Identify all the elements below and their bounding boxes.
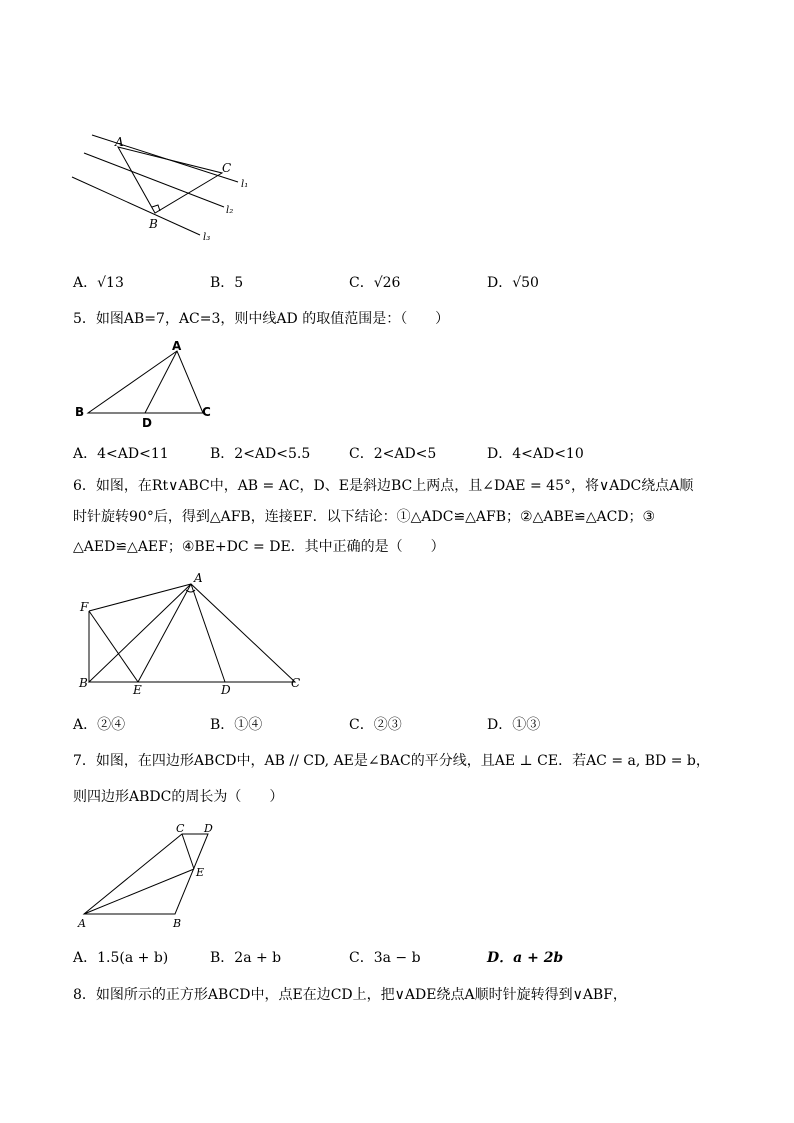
- q5-label-d: D: [142, 416, 152, 430]
- q5-label-c: C: [202, 405, 211, 419]
- q4-choice-d[interactable]: D．√50: [487, 275, 539, 291]
- q7-label-e: E: [196, 866, 205, 879]
- q5-triangle-abc: [88, 351, 203, 413]
- q4-label-c: C: [222, 161, 232, 175]
- q7-figure: [70, 818, 230, 933]
- q4-line-l3: [72, 177, 200, 235]
- q7-stem-line2: 则四边形ABDC的周长为（ ）: [73, 789, 284, 805]
- q4-triangle-abc: [118, 147, 222, 213]
- q7-label-b: B: [173, 917, 182, 930]
- q6-choice-a[interactable]: A．②④: [73, 717, 126, 733]
- q6-choice-b[interactable]: B．①④: [210, 717, 263, 733]
- q6-label-a: A: [194, 571, 203, 585]
- q4-line-l2: [84, 153, 224, 207]
- q7-stem-line1: 7．如图，在四边形ABCD中，AB // CD, AE是∠BAC的平分线，且AE ⊥ CE．若AC = a, BD = b，: [73, 753, 710, 769]
- q7-quadrilateral-abdc: [84, 834, 208, 914]
- q7-label-c: C: [176, 822, 185, 835]
- q4-choice-b[interactable]: B．5: [210, 275, 244, 291]
- q6-figure: [70, 565, 310, 700]
- q5-figure: [70, 340, 220, 430]
- q4-figure: [60, 125, 260, 250]
- q6-stem-line1: 6．如图，在Rt∨ABC中，AB = AC，D、E是斜边BC上两点，且∠DAE = 45°，将∨ADC绕点A顺: [73, 478, 694, 494]
- q7-choice-c[interactable]: C．3a − b: [349, 950, 421, 966]
- q6-stem-line2: 时针旋转90°后，得到△AFB，连接EF．以下结论：①△ADC≌△AFB；②△ABE≌△ACD；③: [73, 509, 656, 525]
- q4-choice-c[interactable]: C．√26: [349, 275, 401, 291]
- q6-stem-line3: △AED≌△AEF；④BE+DC = DE．其中正确的是（ ）: [73, 539, 445, 555]
- q4-label-l2: l₂: [226, 205, 234, 216]
- q4-label-l3: l₃: [203, 232, 211, 243]
- q6-label-d: D: [221, 683, 231, 697]
- q6-choice-d[interactable]: D．①③: [487, 717, 541, 733]
- q7-choice-b[interactable]: B．2a + b: [210, 950, 282, 966]
- q5-median-ad: [145, 351, 177, 413]
- q6-label-f: F: [80, 600, 89, 614]
- q7-label-a: A: [78, 917, 86, 930]
- q5-label-a: A: [172, 340, 182, 353]
- q4-label-l1: l₁: [241, 179, 249, 190]
- q5-label-b: B: [75, 405, 85, 419]
- q6-label-c: C: [291, 676, 301, 690]
- q6-segment-ae: [138, 584, 191, 682]
- q6-choice-c[interactable]: C．②③: [349, 717, 402, 733]
- q5-choice-d[interactable]: D．4<AD<10: [487, 446, 584, 462]
- q7-label-d: D: [204, 822, 213, 835]
- q6-triangle-abc: [89, 584, 295, 682]
- q7-choice-a[interactable]: A．1.5(a + b): [73, 950, 169, 966]
- q6-segment-fe: [89, 611, 138, 682]
- q6-label-e: E: [133, 683, 142, 697]
- q7-segment-ce: [182, 834, 194, 869]
- q5-choice-a[interactable]: A．4<AD<11: [73, 446, 169, 462]
- q6-label-b: B: [79, 676, 88, 690]
- q8-stem: 8．如图所示的正方形ABCD中，点E在边CD上，把∨ADE绕点A顺时针旋转得到∨ABF，: [73, 987, 627, 1003]
- q4-choice-a[interactable]: A．√13: [73, 275, 124, 291]
- q7-choice-d[interactable]: D．a + 2b: [487, 950, 564, 966]
- q5-choice-b[interactable]: B．2<AD<5.5: [210, 446, 311, 462]
- q4-label-b: B: [149, 217, 158, 231]
- q6-segment-ad: [191, 584, 225, 682]
- q6-segment-fa: [89, 584, 191, 611]
- q4-label-a: A: [115, 135, 124, 149]
- q5-stem: 5．如图AB=7，AC=3，则中线AD 的取值范围是：（ ）: [73, 311, 450, 327]
- q5-choice-c[interactable]: C．2<AD<5: [349, 446, 437, 462]
